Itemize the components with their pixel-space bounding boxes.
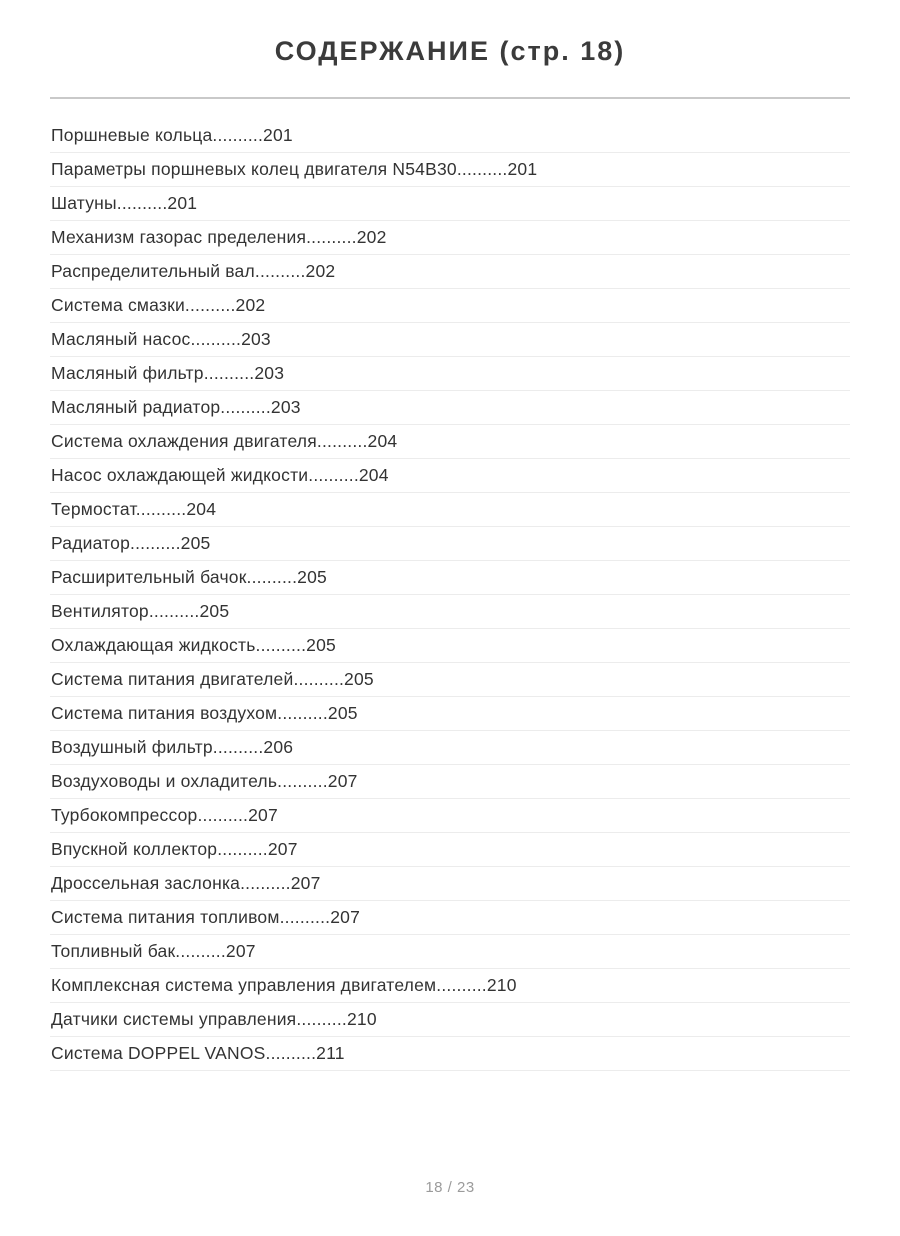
toc-item[interactable]: Дроссельная заслонка..........207 <box>50 867 850 901</box>
toc-item[interactable]: Поршневые кольца..........201 <box>50 119 850 153</box>
toc-item[interactable]: Система DOPPEL VANOS..........211 <box>50 1037 850 1071</box>
toc-item[interactable]: Система питания топливом..........207 <box>50 901 850 935</box>
toc-item[interactable]: Топливный бак..........207 <box>50 935 850 969</box>
toc-item[interactable]: Масляный насос..........203 <box>50 323 850 357</box>
toc-item[interactable]: Воздушный фильтр..........206 <box>50 731 850 765</box>
toc-item[interactable]: Термостат..........204 <box>50 493 850 527</box>
toc-item[interactable]: Система питания двигателей..........205 <box>50 663 850 697</box>
toc-item[interactable]: Комплексная система управления двигателем..........210 <box>50 969 850 1003</box>
document-page <box>0 36 900 1236</box>
toc-item[interactable]: Впускной коллектор..........207 <box>50 833 850 867</box>
toc-item[interactable]: Датчики системы управления..........210 <box>50 1003 850 1037</box>
toc-item[interactable]: Распределительный вал..........202 <box>50 255 850 289</box>
toc-item[interactable]: Охлаждающая жидкость..........205 <box>50 629 850 663</box>
toc-item[interactable]: Вентилятор..........205 <box>50 595 850 629</box>
toc-item[interactable]: Система питания воздухом..........205 <box>50 697 850 731</box>
toc-item[interactable]: Насос охлаждающей жидкости..........204 <box>50 459 850 493</box>
toc-item[interactable]: Система смазки..........202 <box>50 289 850 323</box>
toc-item[interactable]: Механизм газорас пределения..........202 <box>50 221 850 255</box>
page-title: СОДЕРЖАНИЕ (стр. 18) <box>274 36 626 66</box>
toc-item[interactable]: Шатуны..........201 <box>50 187 850 221</box>
toc-item[interactable]: Масляный фильтр..........203 <box>50 357 850 391</box>
toc-item[interactable]: Воздуховоды и охладитель..........207 <box>50 765 850 799</box>
toc-item[interactable]: Турбокомпрессор..........207 <box>50 799 850 833</box>
title-divider <box>50 97 850 99</box>
toc-item[interactable]: Расширительный бачок..........205 <box>50 561 850 595</box>
toc-item[interactable]: Система охлаждения двигателя..........204 <box>50 425 850 459</box>
page-indicator: 18 / 23 <box>425 1179 475 1196</box>
toc-list <box>50 119 850 1071</box>
toc-item[interactable]: Масляный радиатор..........203 <box>50 391 850 425</box>
toc-item[interactable]: Радиатор..........205 <box>50 527 850 561</box>
toc-item[interactable]: Параметры поршневых колец двигателя N54B30..........201 <box>50 153 850 187</box>
